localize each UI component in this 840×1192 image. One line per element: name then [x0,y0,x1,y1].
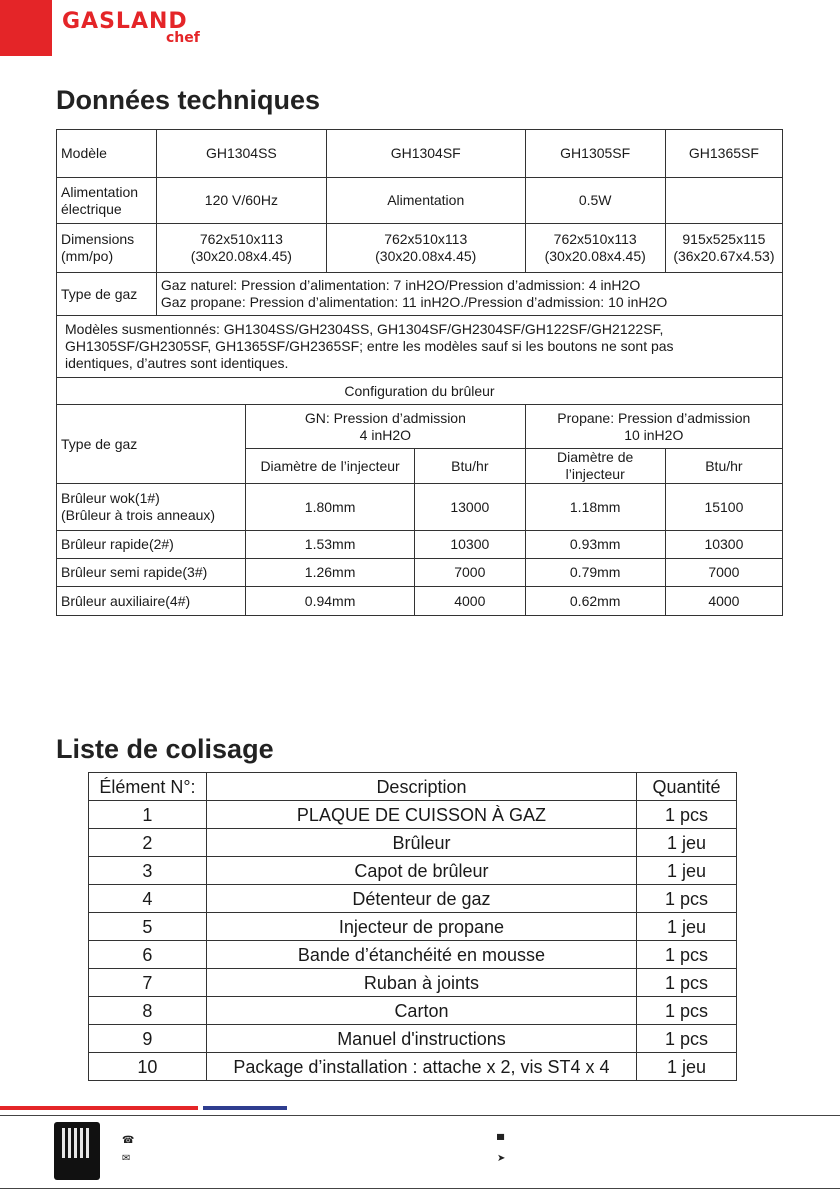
table-row [57,130,783,178]
dim-mm: 762x510x113 [199,231,283,247]
brand-name: GASLAND [62,9,188,34]
item-quantity: 1 pcs [637,969,737,997]
gn-injector-header: Diamètre de l’injecteur [246,449,415,484]
propane-injector: 0.79mm [525,559,665,587]
power-cell: 0.5W [525,178,665,224]
dim-cell [156,224,326,273]
note-line: Modèles susmentionnés: GH1304SS/GH2304SS, GH1304SF/GH2304SF/GH122SF/GH2122SF, [65,321,664,337]
gn-btu: 10300 [415,531,526,559]
footer-red-bar [0,1106,198,1110]
dim-cell [525,224,665,273]
packing-title: Liste de colisage [56,734,274,764]
gn-btu: 13000 [415,484,526,531]
table-row [57,178,783,224]
gas-cell [156,273,782,316]
qr-code-icon[interactable] [54,1122,100,1180]
burner-name-line: (Brûleur à trois anneaux) [61,507,216,523]
model-label: Modèle [57,130,157,178]
item-description: Capot de brûleur [206,857,636,885]
burner-name: Brûleur semi rapide(3#) [57,559,246,587]
table-row [57,484,783,531]
item-description: Détenteur de gaz [206,885,636,913]
packing-header: Description [206,773,636,801]
note-line: GH1305SF/GH2305SF, GH1365SF/GH2365SF; entre les modèles sauf si les boutons ne sont pas [65,338,674,354]
dim-label [57,224,157,273]
item-description: Manuel d'instructions [206,1025,636,1053]
burner-name-line: Brûleur wok(1#) [61,490,160,506]
dim-in: (36x20.67x4.53) [673,248,775,264]
footer-divider [0,1115,840,1116]
packing-header-row [89,773,737,801]
table-row [89,941,737,969]
packing-table [88,772,737,1081]
model-cell: GH1304SF [326,130,525,178]
item-quantity: 1 pcs [637,997,737,1025]
item-quantity: 1 pcs [637,801,737,829]
dim-in: (30x20.08x4.45) [375,248,477,264]
table-row [57,273,783,316]
propane-injector: 0.62mm [525,587,665,616]
table-row [57,559,783,587]
power-label [57,178,157,224]
propane-header [525,405,782,449]
table-row [89,969,737,997]
item-quantity: 1 pcs [637,885,737,913]
table-row [89,885,737,913]
table-row [89,1053,737,1081]
cart-icon: ▀ [497,1135,505,1146]
gn-injector: 1.80mm [246,484,415,531]
table-row [89,857,737,885]
propane-injector: 1.18mm [525,484,665,531]
item-description: Carton [206,997,636,1025]
item-number: 9 [89,1025,207,1053]
table-row [89,801,737,829]
item-description: Bande d’étanchéité en mousse [206,941,636,969]
burner-name: Brûleur auxiliaire(4#) [57,587,246,616]
model-cell: GH1304SS [156,130,326,178]
propane-btu: 4000 [665,587,782,616]
table-row [57,316,783,378]
mail-icon: ✉ [122,1153,131,1164]
propane-injector: 0.93mm [525,531,665,559]
packing-header: Élément N°: [89,773,207,801]
power-label-line: électrique [61,200,122,217]
power-cell: Alimentation [326,178,525,224]
power-cell: 120 V/60Hz [156,178,326,224]
location-icon: ➤ [497,1153,506,1164]
dim-mm: 762x510x113 [553,231,637,247]
gn-injector: 1.26mm [246,559,415,587]
table-row [89,1025,737,1053]
item-number: 1 [89,801,207,829]
table-row [57,531,783,559]
item-description: PLAQUE DE CUISSON À GAZ [206,801,636,829]
burner-config-heading: Configuration du brûleur [57,378,783,405]
propane-btu-header: Btu/hr [665,449,782,484]
burner-name [57,484,246,531]
table-row [57,587,783,616]
item-quantity: 1 jeu [637,829,737,857]
model-cell: GH1305SF [525,130,665,178]
item-number: 7 [89,969,207,997]
gn-header-line: 4 inH2O [359,426,412,443]
item-number: 4 [89,885,207,913]
gn-header-line: GN: Pression d’admission [304,409,466,426]
dim-label-line: Dimensions [61,231,135,247]
brand-logo [62,9,200,46]
item-quantity: 1 pcs [637,941,737,969]
brand-sub: chef [166,30,200,46]
propane-btu: 7000 [665,559,782,587]
propane-header-line: Propane: Pression d’admission [557,409,751,426]
tech-title: Données techniques [56,85,321,115]
table-row [89,997,737,1025]
table-row [89,913,737,941]
gn-injector: 1.53mm [246,531,415,559]
propane-btu: 10300 [665,531,782,559]
gas-label: Type de gaz [57,273,157,316]
item-quantity: 1 jeu [637,913,737,941]
item-number: 8 [89,997,207,1025]
qr-code-pattern [62,1128,92,1158]
dim-mm: 915x525x115 [682,231,766,247]
item-number: 3 [89,857,207,885]
propane-injector-header: Diamètre de l’injecteur [525,449,665,484]
dim-in: (30x20.08x4.45) [544,248,646,264]
model-cell: GH1365SF [665,130,782,178]
item-number: 5 [89,913,207,941]
bottom-divider [0,1188,840,1189]
power-label-line: Alimentation [61,183,139,200]
gn-injector: 0.94mm [246,587,415,616]
burner-name: Brûleur rapide(2#) [57,531,246,559]
propane-btu: 15100 [665,484,782,531]
packing-header: Quantité [637,773,737,801]
dim-cell [665,224,782,273]
gas-type-label: Type de gaz [57,405,246,484]
item-quantity: 1 pcs [637,1025,737,1053]
item-number: 10 [89,1053,207,1081]
item-number: 2 [89,829,207,857]
table-row [89,829,737,857]
item-quantity: 1 jeu [637,1053,737,1081]
dim-label-line: (mm/po) [61,248,114,264]
dim-mm: 762x510x113 [384,231,468,247]
note-line: identiques, d’autres sont identiques. [65,355,289,371]
table-row [57,378,783,405]
tech-table [56,129,783,616]
table-row [57,224,783,273]
item-description: Brûleur [206,829,636,857]
gas-natural: Gaz naturel: Pression d’alimentation: 7 inH2O/Pression d’admission: 4 inH2O [160,277,641,293]
phone-icon: ☎ [122,1135,135,1146]
gn-header [246,405,525,449]
gas-propane: Gaz propane: Pression d’alimentation: 11 inH2O./Pression d’admission: 10 inH2O [160,294,668,310]
gn-btu: 4000 [415,587,526,616]
models-note [57,316,783,378]
item-description: Ruban à joints [206,969,636,997]
table-row [57,405,783,449]
dim-in: (30x20.08x4.45) [190,248,292,264]
dim-cell [326,224,525,273]
gn-btu: 7000 [415,559,526,587]
propane-header-line: 10 inH2O [624,426,684,443]
footer-blue-bar [203,1106,287,1110]
item-description: Package d’installation : attache x 2, vis ST4 x 4 [206,1053,636,1081]
item-description: Injecteur de propane [206,913,636,941]
item-number: 6 [89,941,207,969]
item-quantity: 1 jeu [637,857,737,885]
power-cell-empty [665,178,782,224]
brand-red-block [0,0,52,56]
gn-btu-header: Btu/hr [415,449,526,484]
